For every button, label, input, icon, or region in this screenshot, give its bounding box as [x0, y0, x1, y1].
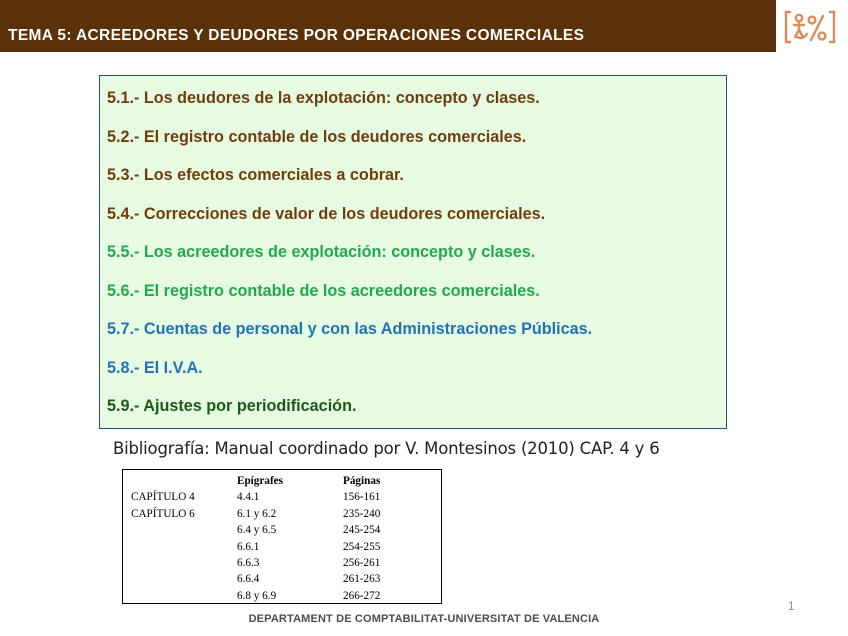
- table-cell: CAPÍTULO 6: [131, 507, 195, 520]
- table-cell: 6.8 y 6.9: [237, 589, 277, 602]
- table-header-blank: [131, 473, 195, 489]
- table-cell: 6.4 y 6.5: [237, 524, 277, 537]
- table-cell: 254-255: [343, 540, 381, 553]
- table-cell: 6.6.1: [237, 540, 260, 553]
- table-cell: 245-254: [343, 524, 381, 537]
- contents-item: 5.4.- Correcciones de valor de los deudores comerciales.: [107, 204, 546, 223]
- paginas-column: [343, 473, 380, 604]
- bibliography-line: Bibliografía: Manual coordinado por V. Montesinos (2010) CAP. 4 y 6: [113, 439, 660, 458]
- table-header-epigrafes: Epígrafes: [237, 475, 283, 487]
- contents-item: 5.1.- Los deudores de la explotación: concepto y clases.: [107, 89, 540, 107]
- table-cell: 6.6.3: [237, 556, 260, 569]
- contents-item: 5.6.- El registro contable de los acreedores comerciales.: [107, 281, 540, 300]
- bibliography-table: [122, 469, 442, 604]
- table-cell: 6.1 y 6.2: [237, 507, 277, 520]
- table-cell: 235-240: [343, 507, 381, 520]
- contents-item: 5.3.- Los efectos comerciales a cobrar.: [107, 166, 404, 184]
- contents-item: 5.9.- Ajustes por periodificación.: [107, 397, 357, 415]
- header-bar: [0, 0, 776, 52]
- table-cell: 266-272: [343, 589, 381, 602]
- contents-item: 5.7.- Cuentas de personal y con las Administraciones Públicas.: [107, 320, 593, 338]
- page-number: 1: [788, 601, 795, 613]
- epigrafes-column: [237, 473, 283, 604]
- table-header-paginas: Páginas: [343, 475, 381, 487]
- contents-item: 5.8.- El I.V.A.: [107, 358, 203, 377]
- contents-item: 5.5.- Los acreedores de explotación: concepto y clases.: [107, 243, 536, 261]
- table-cell: 156-161: [343, 491, 381, 504]
- table-cell: 6.6.4: [237, 573, 260, 586]
- table-cell: 256-261: [343, 556, 381, 569]
- percent-figure-logo-icon: [782, 6, 838, 48]
- footer-text: DEPARTAMENT DE COMPTABILITAT-UNIVERSITAT DE VALENCIA: [248, 613, 600, 625]
- chapter-column: [131, 473, 195, 522]
- table-cell: 261-263: [343, 573, 381, 586]
- table-cell: 4.4.1: [237, 491, 260, 504]
- table-cell: CAPÍTULO 4: [131, 491, 195, 504]
- contents-item: 5.2.- El registro contable de los deudores comerciales.: [107, 127, 527, 146]
- slide-title: TEMA 5: ACREEDORES Y DEUDORES POR OPERACIONES COMERCIALES: [8, 27, 585, 44]
